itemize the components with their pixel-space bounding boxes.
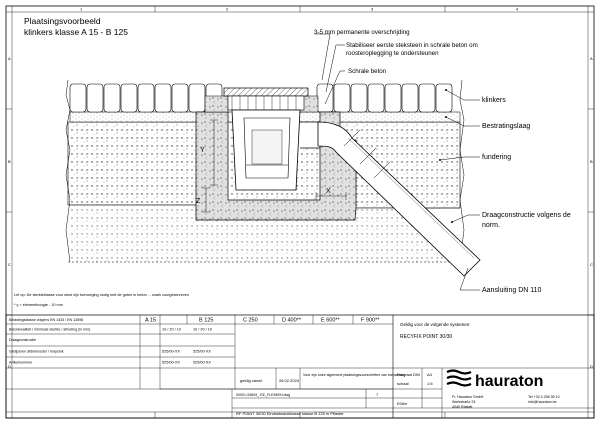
note-line-1: Let op: De sterkteklasse voor sleuf zijn toevoeging nodig met de goten in beton ... zoals voorgeschreven (14, 293, 189, 297)
a15-grate: 525/00-XX (162, 349, 180, 354)
b125-article: 525/00-XX (193, 360, 211, 365)
class-b125: B 125 (199, 317, 214, 324)
brand-name: hauraton (475, 373, 544, 390)
b125-grate: 525/00-XX (193, 349, 211, 354)
brand-email: info@hauraton.be (528, 400, 557, 404)
format-value: A4 (427, 372, 432, 377)
row-class-label: Belastingsklasse volgens EN 1433 / EN 13598 (9, 318, 84, 322)
brand-address-3: 4040 Rastatt (452, 405, 473, 409)
row-article-label: Artikelnummer (9, 360, 33, 365)
callout-pavers: klinkers (482, 97, 506, 104)
scale-value: 1:5 (427, 381, 433, 386)
applies-to-label: Geldig voor de volgende systemen: (400, 322, 471, 327)
callout-support-line2: norm. (482, 222, 500, 229)
cross-section (66, 80, 480, 276)
frame-col-3: 3 (371, 6, 374, 12)
callout-stabilize-line1: Stabiliseer eerste steksteen in schrale beton om (346, 42, 478, 49)
frame-row-d-right: D (590, 364, 593, 369)
frame-row-b-right: B (590, 159, 593, 164)
frame-col-2: 2 (226, 6, 229, 12)
pavers-left (70, 84, 222, 112)
class-a15: A 15 (145, 317, 157, 324)
frame-row-a-right: A (590, 56, 593, 61)
drawing-reference: 00001-53609_ EE_FLEMISH.dwg (236, 393, 291, 397)
frame-row-c-right: C (590, 262, 593, 267)
class-f900: F 900** (361, 317, 380, 324)
a15-article: 525/00-XX (162, 360, 180, 365)
a15-concrete: 10 / 20 / 10 (162, 327, 181, 332)
brand-address-2: Werkstraße 24 (452, 400, 476, 404)
frame-row-d: D (8, 364, 11, 369)
unit-code: E0llm (397, 401, 408, 406)
class-c250: C 250 (243, 317, 258, 324)
dim-z-label: Z (196, 198, 201, 205)
row-grate-label: Gietijzeren afdekrooster / hulpstuk (9, 349, 64, 354)
valid-from-label: geldig vanaf: (240, 378, 263, 383)
page-number: 7 (376, 392, 379, 397)
dim-x-label: X (326, 188, 331, 195)
note-line-2: * y = elementhoogte - 10 mm (14, 303, 63, 307)
row-concrete-label: Betonkwaliteit / minimale sterkte / afmeting (in mm) (9, 327, 91, 332)
callout-overlap: 3-5 mm permanente overschrijding (314, 29, 410, 36)
drawing-title: RF POINT 30/30 Eindsetsstukklasse klasse B 125 in Pflaster (236, 411, 344, 416)
dim-y-label: Y (200, 147, 205, 154)
b125-concrete: 10 / 20 / 10 (193, 327, 212, 332)
scale-label: schaal (397, 381, 409, 386)
brand-address-1: Fr. Hauraton GmbH (452, 395, 484, 399)
callout-support-line1: Draagconstructie volgens de (482, 212, 571, 219)
callout-lean-concrete: Schrale beton (348, 68, 387, 75)
frame-row-a: A (8, 56, 11, 61)
applies-system: RECYFIX POINT 30/30 (400, 334, 453, 340)
title-block (6, 315, 594, 418)
valid-from-date: 28.02.2024 (279, 378, 300, 383)
title-line-2: klinkers klasse A 15 - B 125 (24, 27, 128, 37)
pavers-right (317, 84, 452, 112)
hauraton-logo-icon (447, 371, 471, 386)
brand-phone: Tel +32 4 256 95 10 (528, 395, 560, 399)
row-support-label: Draagconstructie (9, 338, 37, 342)
frame-col-4: 4 (516, 6, 519, 12)
class-e600: E 600** (321, 317, 340, 324)
general-note: Voor zijn onze algemene plaatsingsvoorschriften van toepassing (303, 373, 406, 377)
format-label: Formaat DIN (397, 372, 420, 377)
frame-col-1: 1 (80, 6, 83, 12)
class-d400: D 400** (282, 317, 301, 324)
frame-row-c: C (8, 262, 11, 267)
title-line-1: Plaatsingsvoorbeeld (24, 16, 101, 26)
callout-foundation: fundering (482, 154, 512, 161)
callout-connection: Aansluiting DN 110 (482, 287, 542, 294)
callout-bedding: Bestratingslaag (482, 123, 531, 130)
callout-stabilize-line2: roosteroplegging te ondersteunen (346, 50, 439, 57)
frame-row-b: B (8, 159, 11, 164)
